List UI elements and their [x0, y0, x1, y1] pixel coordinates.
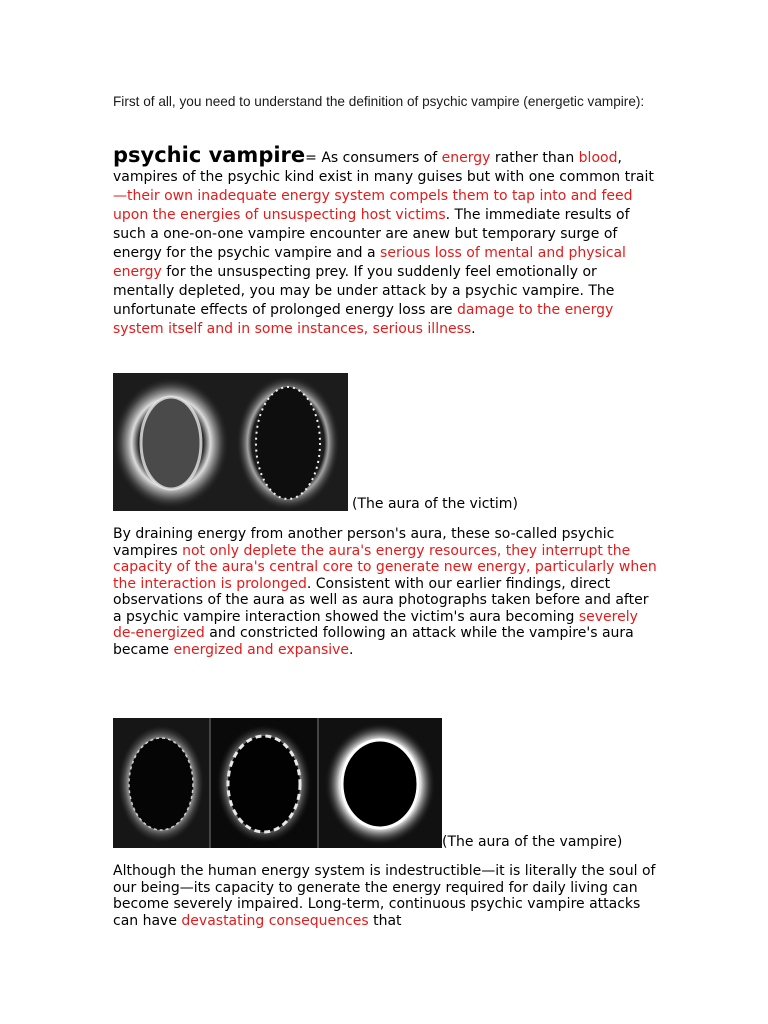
- highlight-energy: energy: [441, 150, 491, 166]
- intro-text: First of all, you need to understand the definition of psychic vampire (energetic vampire):: [113, 94, 645, 109]
- highlight-trait: —their own inadequate energy system compels them to tap into and feed upon the energies of unsuspecting host victims: [113, 188, 633, 223]
- closing-paragraph: [113, 863, 658, 929]
- highlight-devastating: devastating consequences: [181, 912, 369, 929]
- vampire-aura-photo: [113, 718, 442, 848]
- draining-text-1: By draining energy from another person's aura, these so-called psychic vampires: [113, 526, 615, 559]
- victim-aura-caption: (The aura of the victim): [352, 496, 518, 512]
- victim-aura-photo: [113, 373, 348, 511]
- intro-paragraph: [113, 92, 673, 111]
- definition-paragraph: [113, 143, 658, 339]
- draining-text-2: . Consistent with our earlier findings, direct observations of the aura as well as aura photographs taken before and after a psychic vampire interaction showed the victim's aura becoming: [113, 575, 649, 625]
- highlight-blood: blood: [578, 150, 618, 166]
- definition-text-5: for the unsuspecting prey. If you suddenly feel emotionally or mentally depleted, you may be under attack by a psychic vampire. The unfortunate effects of prolonged energy loss are: [113, 264, 615, 318]
- draining-text-4: .: [349, 641, 354, 658]
- definition-text-4: . The immediate results of such a one-on-one vampire encounter are anew but temporary surge of energy for the psychic vampire and a: [113, 207, 630, 261]
- closing-text-2: that: [368, 912, 402, 929]
- definition-text-6: .: [471, 321, 476, 337]
- highlight-serious-loss: serious loss of mental and physical energy: [113, 245, 626, 280]
- vampire-aura-caption: (The aura of the vampire): [442, 834, 623, 850]
- highlight-de-energized: severely de-energized: [113, 608, 638, 641]
- definition-text-3: , vampires of the psychic kind exist in many guises but with one common trait: [113, 150, 654, 185]
- definition-term: psychic vampire: [113, 143, 306, 167]
- closing-text-1: Although the human energy system is indestructible—it is literally the soul of our being—its capacity to generate the energy required for daily living can become severely impaired. Long-term, continuous psychic vampire attacks can have: [113, 863, 656, 929]
- definition-text-1: = As consumers of: [305, 150, 442, 166]
- highlight-expansive: energized and expansive: [173, 641, 350, 658]
- highlight-damage: damage to the energy system itself and in some instances, serious illness: [113, 302, 614, 337]
- draining-paragraph: [113, 526, 658, 658]
- draining-text-3: and constricted following an attack while the vampire's aura became: [113, 625, 634, 658]
- definition-text-2: rather than: [490, 150, 579, 166]
- highlight-deplete: not only deplete the aura's energy resources, they interrupt the capacity of the aura's central core to generate new energy, particularly when the interaction is prolonged: [113, 542, 657, 592]
